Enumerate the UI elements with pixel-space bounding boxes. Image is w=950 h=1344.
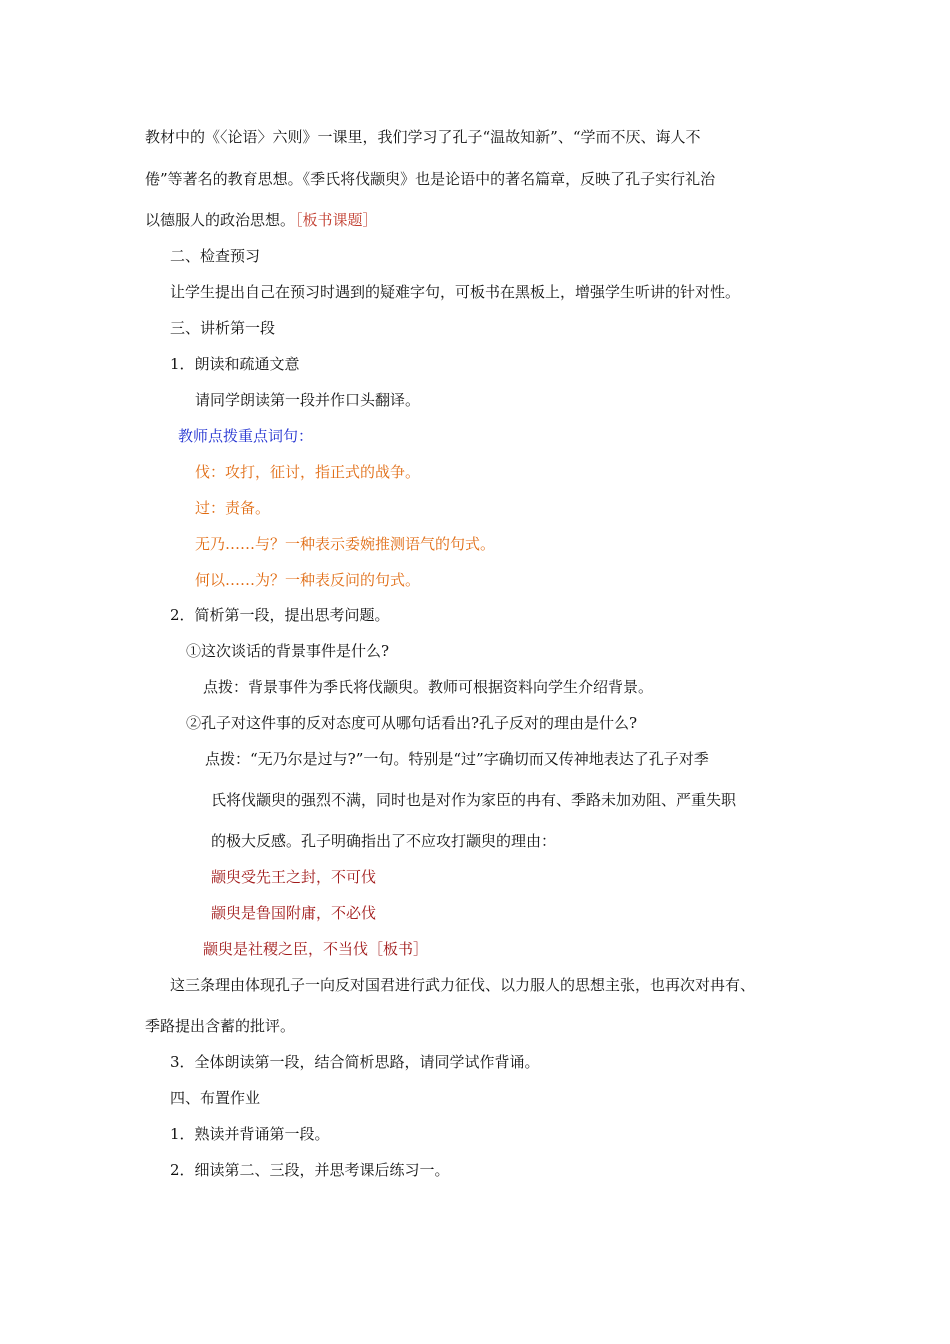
section-heading-review: 二、检查预习 (170, 247, 261, 265)
summary-line-2: 季路提出含蓄的批评。 (145, 1017, 296, 1035)
item-1-instruction: 请同学朗读第一段并作口头翻译。 (195, 391, 421, 409)
question-2-hint-line-1: 点拨：“无乃尔是过与?”一句。特别是“过”字确切而又传神地表达了孔子对季 (205, 750, 709, 768)
question-1: ①这次谈话的背景事件是什么? (186, 642, 390, 660)
item-2-title: 2．简析第一段，提出思考问题。 (170, 606, 390, 624)
intro-line-3 (145, 210, 378, 230)
summary-line-1: 这三条理由体现孔子一向反对国君进行武力征伐、以力服人的思想主张，也再次对冉有、 (170, 976, 756, 994)
reason-item: 颛臾是社稷之臣，不当伐［板书］ (203, 940, 429, 958)
keyword-item: 过：责备。 (195, 499, 271, 517)
question-2-hint-line-2: 氏将伐颛臾的强烈不满，同时也是对作为家臣的冉有、季路未加劝阻、严重失职 (211, 791, 737, 809)
keyword-item: 伐：攻打，征讨，指正式的战争。 (195, 463, 421, 481)
reason-item: 颛臾受先王之封，不可伐 (211, 868, 377, 886)
review-body: 让学生提出自己在预习时遇到的疑难字句，可板书在黑板上，增强学生听讲的针对性。 (170, 283, 741, 301)
item-1-title: 1．朗读和疏通文意 (170, 355, 300, 373)
question-2-hint-line-3: 的极大反感。孔子明确指出了不应攻打颛臾的理由： (211, 832, 557, 850)
intro-line-2: 倦”等著名的教育思想。《季氏将伐颛臾》也是论语中的著名篇章，反映了孔子实行礼治 (145, 170, 716, 188)
homework-task: 1．熟读并背诵第一段。 (170, 1125, 330, 1143)
question-1-hint: 点拨：背景事件为季氏将伐颛臾。教师可根据资料向学生介绍背景。 (203, 678, 654, 696)
intro-line-1: 教材中的《〈论语〉六则》一课里，我们学习了孔子“温故知新”、“学而不厌、诲人不 (145, 128, 701, 146)
keywords-label: 教师点拨重点词句： (178, 427, 314, 445)
item-3: 3．全体朗读第一段，结合简析思路，请同学试作背诵。 (170, 1053, 540, 1071)
board-note: ［板书课题］ (295, 211, 378, 229)
intro-line-3-text: 以德服人的政治思想。 (145, 211, 296, 229)
section-heading-analysis: 三、讲析第一段 (170, 319, 276, 337)
keyword-item: 无乃……与？一种表示委婉推测语气的句式。 (195, 535, 496, 553)
reason-item: 颛臾是鲁国附庸，不必伐 (211, 904, 377, 922)
section-heading-homework: 四、布置作业 (170, 1089, 261, 1107)
question-2: ②孔子对这件事的反对态度可从哪句话看出?孔子反对的理由是什么? (186, 714, 638, 732)
homework-task: 2．细读第二、三段，并思考课后练习一。 (170, 1161, 450, 1179)
keyword-item: 何以……为？一种表反问的句式。 (195, 571, 421, 589)
